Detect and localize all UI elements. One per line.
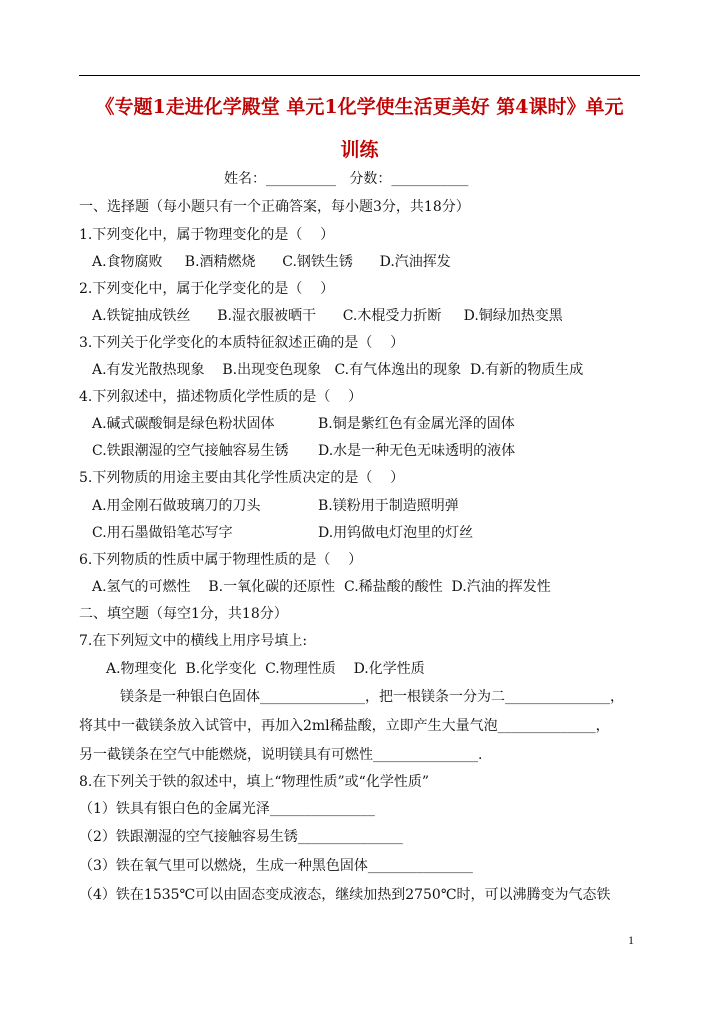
question-7-choices: A.物理变化 B.化学变化 C.物理性质 D.化学性质 bbox=[106, 661, 425, 677]
question-4-option-b: B.铜是紫红色有金属光泽的固体 bbox=[318, 416, 515, 432]
question-8-stem: 8.在下列关于铁的叙述中，填上“物理性质”或“化学性质” bbox=[79, 774, 429, 790]
question-4-option-a: A.碱式碳酸铜是绿色粉状固体 bbox=[92, 416, 275, 432]
question-5-option-b: B.镁粉用于制造照明弹 bbox=[318, 498, 459, 514]
question-5-option-c: C.用石墨做铅笔芯写字 bbox=[92, 525, 233, 541]
question-3-stem: 3.下列关于化学变化的本质特征叙述正确的是（ ） bbox=[79, 335, 405, 351]
document-title-line2: 训练 bbox=[340, 139, 379, 161]
question-7-text-line3: 另一截镁条在空气中能燃烧，说明镁具有可燃性_______________. bbox=[79, 747, 483, 763]
question-5-option-d: D.用钨做电灯泡里的灯丝 bbox=[318, 525, 474, 541]
section1-heading: 一、选择题（每小题只有一个正确答案，每小题3分，共18分） bbox=[79, 199, 470, 215]
question-3-options: A.有发光散热现象 B.出现变色现象 C.有气体逸出的现象 D.有新的物质生成 bbox=[92, 362, 584, 378]
question-4-stem: 4.下列叙述中，描述物质化学性质的是（ ） bbox=[79, 389, 363, 405]
question-6-stem: 6.下列物质的性质中属于物理性质的是（ ） bbox=[79, 552, 363, 568]
question-1-stem: 1.下列变化中，属于物理变化的是（ ） bbox=[79, 227, 335, 243]
name-score-line: 姓名：__________ 分数：___________ bbox=[224, 171, 469, 187]
question-8-item-3: （3）铁在氧气里可以燃烧，生成一种黑色固体_______________ bbox=[79, 858, 473, 874]
page-number: 1 bbox=[628, 933, 634, 947]
section2-heading: 二、填空题（每空1分，共18分） bbox=[79, 606, 288, 622]
question-7-text-line1: 镁条是一种银白色固体_______________，把一根镁条一分为二_______________， bbox=[120, 689, 624, 705]
question-4-option-c: C.铁跟潮湿的空气接触容易生锈 bbox=[92, 443, 289, 459]
question-4-option-d: D.水是一种无色无味透明的液体 bbox=[318, 443, 516, 459]
question-7-stem: 7.在下列短文中的横线上用序号填上: bbox=[79, 633, 308, 649]
question-8-item-2: （2）铁跟潮湿的空气接触容易生锈_______________ bbox=[79, 829, 403, 845]
question-2-stem: 2.下列变化中，属于化学变化的是（ ） bbox=[79, 281, 335, 297]
question-7-text-line2: 将其中一截镁条放入试管中，再加入2ml稀盐酸，立即产生大量气泡______________， bbox=[79, 718, 610, 734]
question-5-option-a: A.用金刚石做玻璃刀的刀头 bbox=[92, 498, 261, 514]
question-2-options: A.铁锭抽成铁丝 B.湿衣服被晒干 C.木棍受力折断 D.铜绿加热变黑 bbox=[92, 308, 563, 324]
question-5-stem: 5.下列物质的用途主要由其化学性质决定的是（ ） bbox=[79, 470, 405, 486]
question-1-options: A.食物腐败 B.酒精燃烧 C.钢铁生锈 D.汽油挥发 bbox=[92, 254, 451, 270]
question-8-item-4: （4）铁在1535℃可以由固态变成液态，继续加热到2750℃时，可以沸腾变为气态铁 bbox=[79, 887, 611, 903]
question-8-item-1: （1）铁具有银白色的金属光泽_______________ bbox=[79, 801, 375, 817]
header-rule bbox=[79, 75, 640, 76]
question-6-options: A.氢气的可燃性 B.一氧化碳的还原性 C.稀盐酸的酸性 D.汽油的挥发性 bbox=[92, 579, 551, 595]
document-title-line1: 《专题1走进化学殿堂 单元1化学使生活更美好 第4课时》单元 bbox=[95, 96, 624, 118]
